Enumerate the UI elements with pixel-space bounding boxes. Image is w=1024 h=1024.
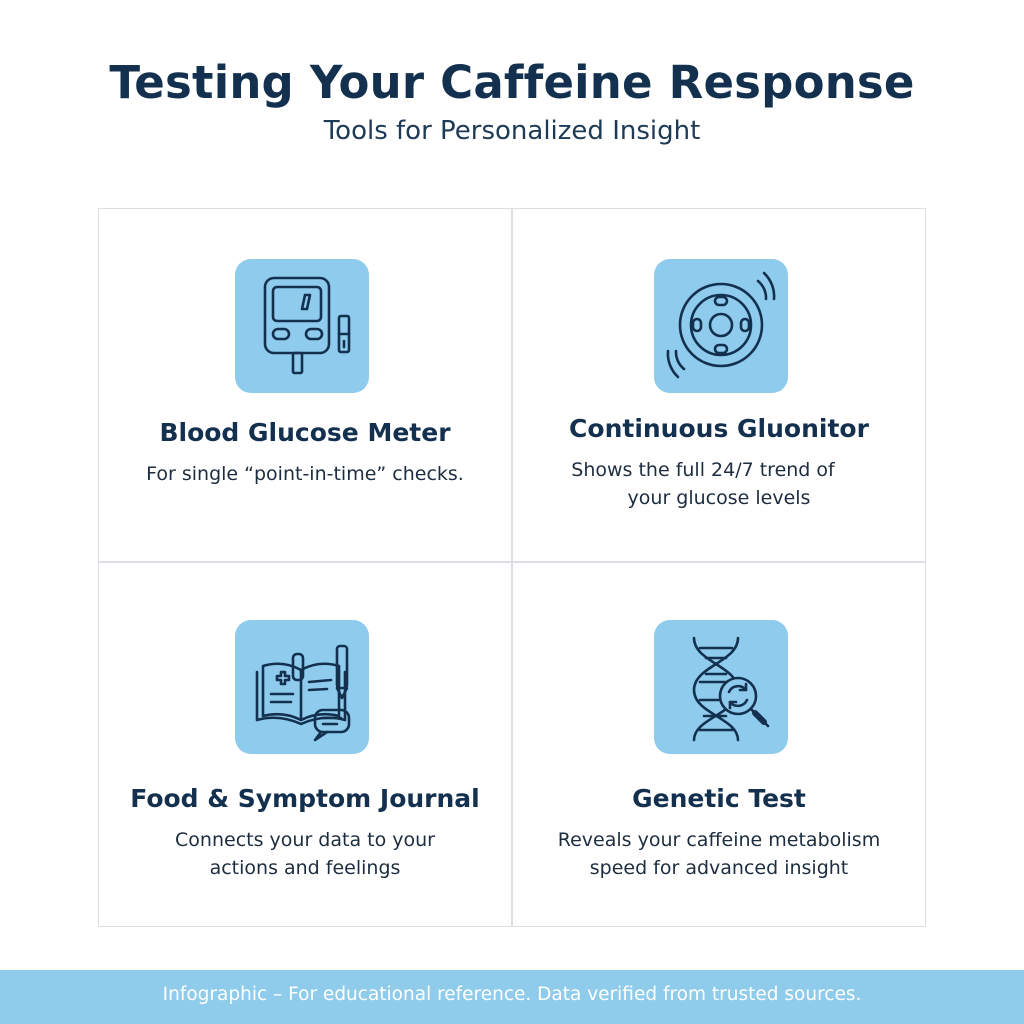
continuous-glucose-monitor-icon: [654, 259, 788, 393]
card-title: Genetic Test: [632, 784, 806, 813]
grid-divider-vertical: [511, 208, 513, 927]
card-description: [513, 826, 925, 882]
footer-disclaimer: Infographic – For educational reference. Data verified from trusted sources.: [162, 984, 862, 1005]
card-title: Continuous Gluonitor: [569, 414, 869, 443]
card-title: Blood Glucose Meter: [159, 418, 451, 447]
card-description-line: speed for advanced insight: [589, 857, 849, 879]
card-description: [99, 826, 511, 882]
footer-bar: [0, 970, 1024, 1024]
card-description: [513, 456, 925, 512]
journal-icon: [235, 620, 369, 754]
page-title: Testing Your Caffeine Response: [109, 56, 915, 109]
card-description-line: Connects your data to your: [175, 829, 435, 851]
card-description-line: Reveals your caffeine metabolism: [557, 829, 881, 851]
card-description-line: your glucose levels: [627, 487, 811, 509]
glucose-meter-icon: [235, 259, 369, 393]
grid-divider-horizontal: [98, 561, 926, 563]
card-title: Food & Symptom Journal: [130, 784, 480, 813]
dna-magnifier-icon: [654, 620, 788, 754]
card-description-line: actions and feelings: [209, 857, 401, 879]
card-description: For single “point-in-time” checks.: [146, 463, 464, 485]
page-subtitle: Tools for Personalized Insight: [323, 116, 701, 146]
card-description-line: Shows the full 24/7 trend of: [571, 459, 835, 481]
